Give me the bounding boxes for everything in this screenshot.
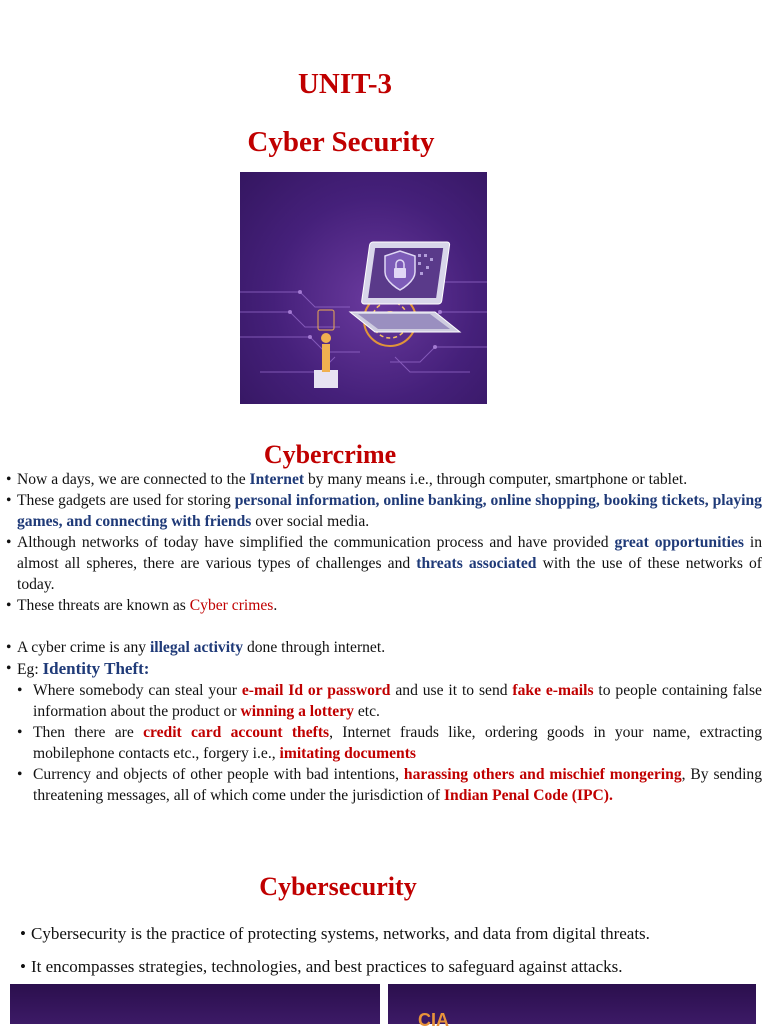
highlight-text: illegal activity: [149, 639, 244, 656]
cybersecurity-bullet-list: [18, 924, 758, 977]
list-item: • Eg: Identity Theft:: [6, 659, 150, 678]
highlight-text: winning a lottery: [240, 703, 354, 720]
bullet-icon: •: [17, 682, 23, 699]
highlight-text: personal information, online banking, online shopping, booking tickets, playing games, and connecting with friends: [17, 492, 762, 530]
list-item: • Cybersecurity is the practice of protecting systems, networks, and data from digital threats.: [20, 924, 650, 943]
bullet-icon: •: [20, 957, 26, 976]
list-item: • Now a days, we are connected to the Internet by many means i.e., through computer, smartphone or tablet.: [6, 471, 688, 488]
cybercrime-bullet-list: [4, 469, 762, 806]
thumbnail-image-2: [388, 984, 756, 1030]
bullet-icon: •: [6, 471, 12, 488]
cia-label: CIA: [418, 1010, 449, 1030]
bullet-icon: •: [17, 766, 23, 783]
bullet-icon: •: [6, 534, 12, 551]
list-item: • These gadgets are used for storing personal information, online banking, online shopping, booking tickets, playing games, and connecting with friends over social media.: [6, 492, 762, 530]
highlight-text: Indian Penal Code (IPC).: [443, 787, 613, 804]
highlight-text: imitating documents: [279, 745, 416, 762]
list-item: • These threats are known as Cyber crimes.: [6, 597, 278, 614]
highlight-text: harassing others and mischief mongering: [403, 766, 682, 783]
bullet-icon: •: [17, 724, 23, 741]
highlight-text: Internet: [249, 471, 305, 488]
identity-theft-label: Identity Theft:: [42, 659, 150, 678]
section-heading-cybersecurity: Cybersecurity: [259, 872, 417, 901]
sub-list-item: • Currency and objects of other people with bad intentions, harassing others and mischief mongering, By sending threatening messages, all of which come under the jurisdiction of Indian Penal Code (IPC).: [17, 766, 762, 804]
unit-title: UNIT-3: [297, 68, 392, 100]
sub-list-item: • Then there are credit card account thefts, Internet frauds like, ordering goods in your name, extracting mobilephone contacts etc., forgery i.e., imitating documents: [17, 724, 762, 762]
highlight-text: fake e-mails: [512, 682, 594, 699]
highlight-text: credit card account thefts: [143, 724, 330, 741]
page-title: Cyber Security: [247, 126, 435, 158]
highlight-text: e-mail Id or password: [241, 682, 391, 699]
hero-image: [240, 172, 487, 404]
list-item: • A cyber crime is any illegal activity done through internet.: [6, 639, 386, 656]
section-heading-cybercrime: Cybercrime: [263, 440, 397, 469]
bullet-icon: •: [6, 660, 12, 677]
list-item: • Although networks of today have simplified the communication process and have provided great opportunities in almost all spheres, there are various types of challenges and threats associated with the use of these networks of today.: [6, 534, 762, 593]
bullet-icon: •: [6, 492, 12, 509]
bullet-icon: •: [20, 924, 26, 943]
list-item: • It encompasses strategies, technologies, and best practices to safeguard against attacks.: [20, 957, 623, 976]
highlight-text: threats associated: [416, 555, 537, 572]
highlight-text: Cyber crimes: [189, 597, 274, 614]
sub-list-item: • Where somebody can steal your e-mail Id or password and use it to send fake e-mails to people containing false information about the product or winning a lottery etc.: [17, 682, 762, 720]
thumbnail-image-1: [10, 984, 380, 1024]
bullet-icon: •: [6, 639, 12, 656]
bullet-icon: •: [6, 597, 12, 614]
laptop-shield-icon: [240, 172, 487, 404]
highlight-text: great opportunities: [614, 534, 744, 551]
